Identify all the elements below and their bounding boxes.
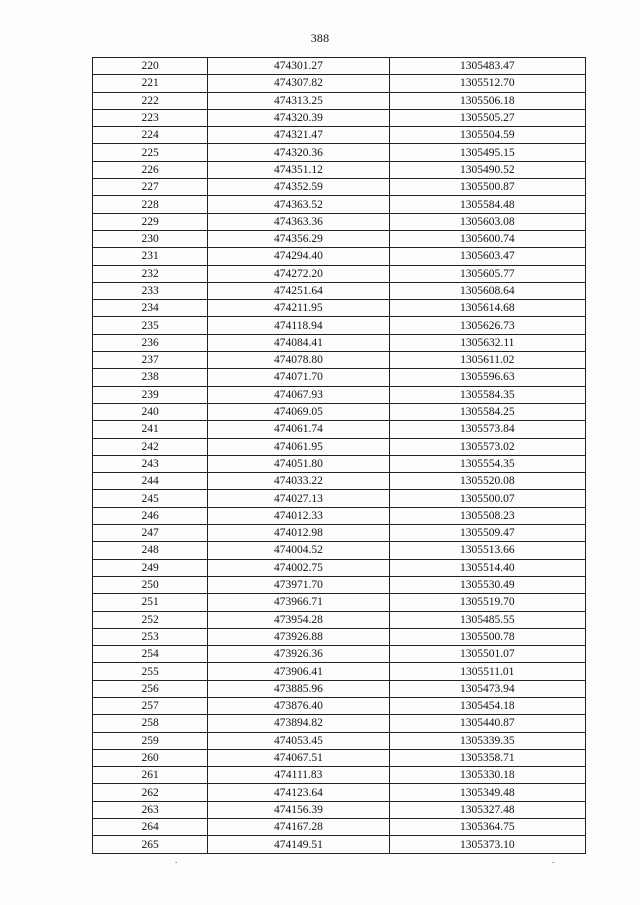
x-coordinate-cell: 474251.64 — [208, 282, 389, 299]
point-number-cell: 235 — [93, 317, 208, 334]
point-number-cell: 258 — [93, 715, 208, 732]
table-row — [93, 282, 586, 299]
x-coordinate-cell: 474356.29 — [208, 230, 389, 247]
point-number-cell: 232 — [93, 265, 208, 282]
point-number-cell: 223 — [93, 109, 208, 126]
x-coordinate-cell: 474053.45 — [208, 732, 389, 749]
point-number-cell: 265 — [93, 836, 208, 853]
y-coordinate-cell: 1305603.47 — [389, 248, 585, 265]
point-number-cell: 220 — [93, 58, 208, 75]
point-number-cell: 264 — [93, 819, 208, 836]
y-coordinate-cell: 1305330.18 — [389, 767, 585, 784]
table-row — [93, 819, 586, 836]
y-coordinate-cell: 1305573.02 — [389, 438, 585, 455]
y-coordinate-cell: 1305584.48 — [389, 196, 585, 213]
x-coordinate-cell: 474167.28 — [208, 819, 389, 836]
x-coordinate-cell: 473876.40 — [208, 697, 389, 714]
point-number-cell: 243 — [93, 455, 208, 472]
x-coordinate-cell: 473926.36 — [208, 646, 389, 663]
x-coordinate-cell: 473966.71 — [208, 594, 389, 611]
point-number-cell: 253 — [93, 628, 208, 645]
y-coordinate-cell: 1305626.73 — [389, 317, 585, 334]
x-coordinate-cell: 474004.52 — [208, 542, 389, 559]
x-coordinate-cell: 474084.41 — [208, 334, 389, 351]
y-coordinate-cell: 1305520.08 — [389, 473, 585, 490]
table-row — [93, 403, 586, 420]
x-coordinate-cell: 474294.40 — [208, 248, 389, 265]
y-coordinate-cell: 1305603.08 — [389, 213, 585, 230]
point-number-cell: 260 — [93, 749, 208, 766]
x-coordinate-cell: 474002.75 — [208, 559, 389, 576]
table-row — [93, 697, 586, 714]
point-number-cell: 247 — [93, 525, 208, 542]
x-coordinate-cell: 474351.12 — [208, 161, 389, 178]
y-coordinate-cell: 1305509.47 — [389, 525, 585, 542]
x-coordinate-cell: 474301.27 — [208, 58, 389, 75]
point-number-cell: 249 — [93, 559, 208, 576]
table-row — [93, 455, 586, 472]
y-coordinate-cell: 1305573.84 — [389, 421, 585, 438]
table-row — [93, 386, 586, 403]
y-coordinate-cell: 1305514.40 — [389, 559, 585, 576]
y-coordinate-cell: 1305506.18 — [389, 92, 585, 109]
point-number-cell: 230 — [93, 230, 208, 247]
table-row — [93, 265, 586, 282]
x-coordinate-cell: 474067.51 — [208, 749, 389, 766]
x-coordinate-cell: 474071.70 — [208, 369, 389, 386]
y-coordinate-cell: 1305339.35 — [389, 732, 585, 749]
x-coordinate-cell: 473906.41 — [208, 663, 389, 680]
table-row — [93, 248, 586, 265]
table-row — [93, 213, 586, 230]
table-row — [93, 438, 586, 455]
table-row — [93, 127, 586, 144]
x-coordinate-cell: 474061.74 — [208, 421, 389, 438]
y-coordinate-cell: 1305530.49 — [389, 576, 585, 593]
table-row — [93, 542, 586, 559]
y-coordinate-cell: 1305504.59 — [389, 127, 585, 144]
y-coordinate-cell: 1305485.55 — [389, 611, 585, 628]
point-number-cell: 252 — [93, 611, 208, 628]
y-coordinate-cell: 1305554.35 — [389, 455, 585, 472]
table-row — [93, 58, 586, 75]
coordinates-table-body — [93, 58, 586, 854]
point-number-cell: 225 — [93, 144, 208, 161]
x-coordinate-cell: 474320.36 — [208, 144, 389, 161]
table-row — [93, 801, 586, 818]
y-coordinate-cell: 1305513.66 — [389, 542, 585, 559]
scan-speck: . — [175, 855, 178, 865]
x-coordinate-cell: 474149.51 — [208, 836, 389, 853]
x-coordinate-cell: 474320.39 — [208, 109, 389, 126]
y-coordinate-cell: 1305600.74 — [389, 230, 585, 247]
table-row — [93, 317, 586, 334]
y-coordinate-cell: 1305608.64 — [389, 282, 585, 299]
y-coordinate-cell: 1305511.01 — [389, 663, 585, 680]
point-number-cell: 246 — [93, 507, 208, 524]
table-row — [93, 161, 586, 178]
x-coordinate-cell: 474118.94 — [208, 317, 389, 334]
point-number-cell: 227 — [93, 179, 208, 196]
x-coordinate-cell: 474033.22 — [208, 473, 389, 490]
point-number-cell: 231 — [93, 248, 208, 265]
x-coordinate-cell: 474061.95 — [208, 438, 389, 455]
table-row — [93, 646, 586, 663]
y-coordinate-cell: 1305512.70 — [389, 75, 585, 92]
x-coordinate-cell: 474012.98 — [208, 525, 389, 542]
y-coordinate-cell: 1305500.78 — [389, 628, 585, 645]
y-coordinate-cell: 1305373.10 — [389, 836, 585, 853]
table-row — [93, 369, 586, 386]
x-coordinate-cell: 474352.59 — [208, 179, 389, 196]
table-row — [93, 300, 586, 317]
point-number-cell: 222 — [93, 92, 208, 109]
point-number-cell: 248 — [93, 542, 208, 559]
point-number-cell: 239 — [93, 386, 208, 403]
x-coordinate-cell: 474069.05 — [208, 403, 389, 420]
point-number-cell: 236 — [93, 334, 208, 351]
table-row — [93, 732, 586, 749]
y-coordinate-cell: 1305483.47 — [389, 58, 585, 75]
y-coordinate-cell: 1305490.52 — [389, 161, 585, 178]
y-coordinate-cell: 1305327.48 — [389, 801, 585, 818]
y-coordinate-cell: 1305611.02 — [389, 352, 585, 369]
point-number-cell: 245 — [93, 490, 208, 507]
x-coordinate-cell: 474012.33 — [208, 507, 389, 524]
table-row — [93, 576, 586, 593]
x-coordinate-cell: 474363.52 — [208, 196, 389, 213]
y-coordinate-cell: 1305584.25 — [389, 403, 585, 420]
page-number: 388 — [310, 31, 330, 45]
x-coordinate-cell: 474363.36 — [208, 213, 389, 230]
y-coordinate-cell: 1305500.87 — [389, 179, 585, 196]
table-row — [93, 196, 586, 213]
x-coordinate-cell: 474067.93 — [208, 386, 389, 403]
scan-speck: . — [552, 855, 555, 865]
table-row — [93, 473, 586, 490]
x-coordinate-cell: 474211.95 — [208, 300, 389, 317]
table-row — [93, 230, 586, 247]
y-coordinate-cell: 1305473.94 — [389, 680, 585, 697]
point-number-cell: 237 — [93, 352, 208, 369]
table-row — [93, 525, 586, 542]
table-row — [93, 749, 586, 766]
point-number-cell: 240 — [93, 403, 208, 420]
table-row — [93, 144, 586, 161]
table-row — [93, 92, 586, 109]
table-row — [93, 767, 586, 784]
point-number-cell: 256 — [93, 680, 208, 697]
y-coordinate-cell: 1305632.11 — [389, 334, 585, 351]
y-coordinate-cell: 1305358.71 — [389, 749, 585, 766]
point-number-cell: 251 — [93, 594, 208, 611]
x-coordinate-cell: 473885.96 — [208, 680, 389, 697]
point-number-cell: 262 — [93, 784, 208, 801]
table-row — [93, 784, 586, 801]
y-coordinate-cell: 1305364.75 — [389, 819, 585, 836]
y-coordinate-cell: 1305605.77 — [389, 265, 585, 282]
point-number-cell: 241 — [93, 421, 208, 438]
table-row — [93, 352, 586, 369]
table-row — [93, 628, 586, 645]
point-number-cell: 234 — [93, 300, 208, 317]
y-coordinate-cell: 1305505.27 — [389, 109, 585, 126]
point-number-cell: 259 — [93, 732, 208, 749]
x-coordinate-cell: 474111.83 — [208, 767, 389, 784]
x-coordinate-cell: 473971.70 — [208, 576, 389, 593]
x-coordinate-cell: 474078.80 — [208, 352, 389, 369]
table-row — [93, 75, 586, 92]
y-coordinate-cell: 1305495.15 — [389, 144, 585, 161]
y-coordinate-cell: 1305454.18 — [389, 697, 585, 714]
y-coordinate-cell: 1305508.23 — [389, 507, 585, 524]
x-coordinate-cell: 474313.25 — [208, 92, 389, 109]
x-coordinate-cell: 474307.82 — [208, 75, 389, 92]
point-number-cell: 226 — [93, 161, 208, 178]
table-row — [93, 680, 586, 697]
table-row — [93, 334, 586, 351]
point-number-cell: 263 — [93, 801, 208, 818]
point-number-cell: 254 — [93, 646, 208, 663]
x-coordinate-cell: 474321.47 — [208, 127, 389, 144]
y-coordinate-cell: 1305584.35 — [389, 386, 585, 403]
point-number-cell: 242 — [93, 438, 208, 455]
y-coordinate-cell: 1305501.07 — [389, 646, 585, 663]
point-number-cell: 257 — [93, 697, 208, 714]
x-coordinate-cell: 474051.80 — [208, 455, 389, 472]
point-number-cell: 229 — [93, 213, 208, 230]
x-coordinate-cell: 474123.64 — [208, 784, 389, 801]
table-row — [93, 715, 586, 732]
point-number-cell: 255 — [93, 663, 208, 680]
point-number-cell: 250 — [93, 576, 208, 593]
table-row — [93, 490, 586, 507]
y-coordinate-cell: 1305596.63 — [389, 369, 585, 386]
x-coordinate-cell: 474027.13 — [208, 490, 389, 507]
x-coordinate-cell: 473926.88 — [208, 628, 389, 645]
y-coordinate-cell: 1305519.70 — [389, 594, 585, 611]
table-row — [93, 421, 586, 438]
point-number-cell: 228 — [93, 196, 208, 213]
point-number-cell: 238 — [93, 369, 208, 386]
x-coordinate-cell: 473894.82 — [208, 715, 389, 732]
table-row — [93, 109, 586, 126]
x-coordinate-cell: 474272.20 — [208, 265, 389, 282]
table-row — [93, 836, 586, 853]
point-number-cell: 261 — [93, 767, 208, 784]
table-row — [93, 663, 586, 680]
table-row — [93, 594, 586, 611]
table-row — [93, 611, 586, 628]
x-coordinate-cell: 473954.28 — [208, 611, 389, 628]
table-row — [93, 559, 586, 576]
x-coordinate-cell: 474156.39 — [208, 801, 389, 818]
point-number-cell: 233 — [93, 282, 208, 299]
table-row — [93, 179, 586, 196]
point-number-cell: 221 — [93, 75, 208, 92]
point-number-cell: 244 — [93, 473, 208, 490]
coordinates-table — [92, 57, 586, 854]
y-coordinate-cell: 1305500.07 — [389, 490, 585, 507]
y-coordinate-cell: 1305614.68 — [389, 300, 585, 317]
point-number-cell: 224 — [93, 127, 208, 144]
table-row — [93, 507, 586, 524]
y-coordinate-cell: 1305440.87 — [389, 715, 585, 732]
y-coordinate-cell: 1305349.48 — [389, 784, 585, 801]
